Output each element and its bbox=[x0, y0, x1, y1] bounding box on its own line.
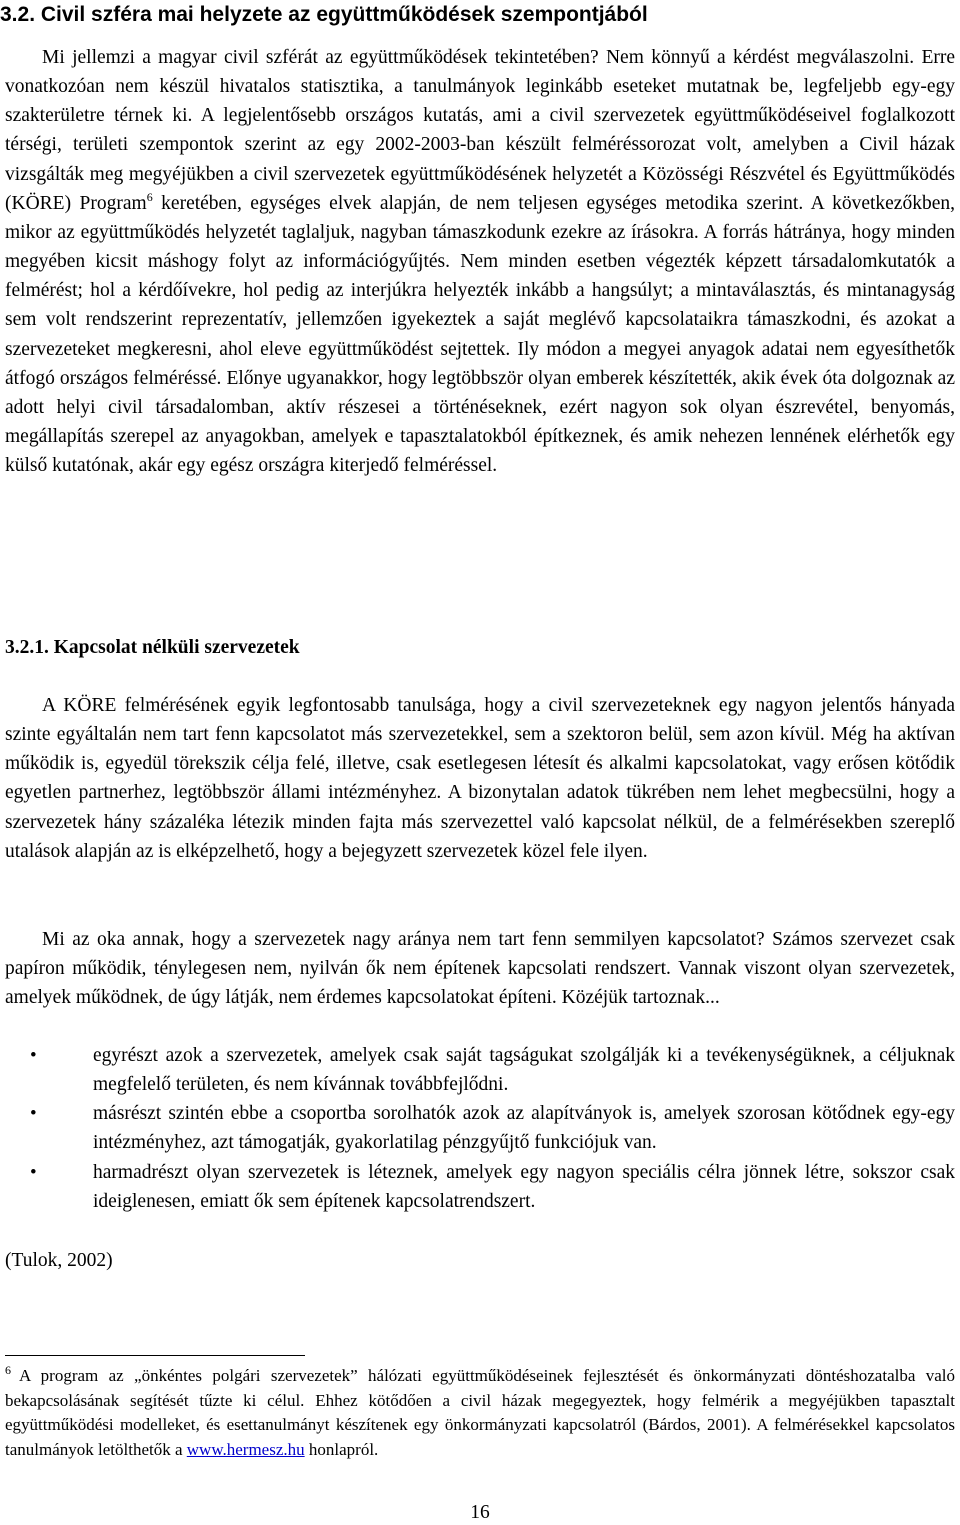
list-item bbox=[0, 1158, 955, 1216]
footnote-reference[interactable]: 6 bbox=[146, 189, 153, 204]
paragraph-intro-text: Mi jellemzi a magyar civil szférát az együttműködések tekintetében? Nem könnyű a kérdést megválaszolni. Erre vonatkozóan nem készül hivatalos statisztika, a tanulmányok leginkább eseteket mutatnak be, legfeljebb egy-egy szakterületre térnek ki. A legjelentősebb országos kutatás, ami a civil szervezetek együttműködéseivel foglalkozott térségi, területi szempontok szerint az egy 2002-2003-ban készült felméréssorozat volt, amelyben a Civil házak vizsgálták meg megyéjükben a civil szervezetek együttműködésének helyzetét a Közösségi Részvétel és Együttműködés (KÖRE) Program bbox=[5, 47, 955, 214]
reasons-list bbox=[0, 1041, 955, 1216]
footnote bbox=[5, 1364, 955, 1462]
footnote-divider bbox=[5, 1355, 305, 1356]
paragraph-reasons: Mi az oka annak, hogy a szervezetek nagy aránya nem tart fenn semmilyen kapcsolatot? Számos szervezet csak papíron működik, ténylegesen nem, nyilván ők nem építenek kapcsolati rendszert. Vannak viszont olyan szervezetek, amelyek működnek, de úgy látják, nem érdemes kapcsolatokat építeni. Közéjük tartoznak... bbox=[5, 929, 955, 1009]
paragraph-intro bbox=[5, 43, 955, 480]
bullet-icon: • bbox=[30, 1161, 37, 1183]
footnote-text-end: honlapról. bbox=[304, 1439, 379, 1459]
hermesz-link[interactable]: www.hermesz.hu bbox=[186, 1439, 305, 1459]
footnote-text: A program az „önkéntes polgári szervezetek” hálózati együttműködéseinek fejlesztését és önkormányzati döntéshozatalba való bekapcsolásának segítését tűzte ki célul. Ehhez kötődően a civil házak megegyeztek, hogy felmérik a megyéjükben tapasztalt együttműködési modelleket, és esettanulmányt készítenek egy önkormányzati kapcsolatról (Bárdos, 2001). A felmérésekkel kapcsolatos tanulmányok letölthetők a bbox=[5, 1366, 955, 1459]
paragraph-intro-text-cont: keretében, egységes elvek alapján, de nem teljesen egységes metodika szerint. A következőkben, mikor az együttműködés helyzetét taglaljuk, nagyban támaszkodunk ezekre az írásokra. A forrás hátránya, hogy minden megyében kicsit máshogy folyt az információgyűjtés. Nem minden esetben végezték képzett társadalomkutatók a felmérést; hol a kérdőívekre, hol pedig az interjúkra helyezték inkább a hangsúlyt; a mintaválasztás, és mintanagyság sem volt rendszerint reprezentatív, jellemzően igyekeztek a saját meglévő kapcsolataikra támaszkodni, és azokat a szervezeteket megkeresni, ahol eleve együttműködést sejtettek. Ily módon a megyei anyagok adatai nem egyesíthetők átfogó országos felméréssé. Előnye ugyanakkor, hogy legtöbbször olyan emberek készítették, akik évek óta dolgoznak az adott helyi civil társadalomban, aktív részesei a történéseknek, ezért nagyon sok olyan észrevétel, benyomás, megállapítás szerepel az anyagokban, amelyek e tapasztalatokból építkeznek, és amik nehezen lennének elérhetők egy külső kutatónak, akár egy egész országra kiterjedő felméréssel. bbox=[5, 192, 955, 477]
list-item-text: egyrészt azok a szervezetek, amelyek csak saját tagságukat szolgálják ki a tevékenységüknek, a céljuknak megfelelő területen, és nem kívánnak továbbfejlődni. bbox=[93, 1045, 955, 1096]
footnote-mark: 6 bbox=[5, 1363, 11, 1377]
list-item bbox=[0, 1099, 955, 1157]
subsection-heading: 3.2.1. Kapcsolat nélküli szervezetek bbox=[5, 637, 300, 658]
bullet-icon: • bbox=[30, 1045, 37, 1066]
citation: (Tulok, 2002) bbox=[5, 1250, 113, 1271]
bullet-icon: • bbox=[30, 1103, 37, 1125]
list-item-text: másrészt szintén ebbe a csoportba sorolhatók azok az alapítványok is, amelyek szorosan kötődnek egy-egy intézményhez, azt támogatják, gyakorlatilag pénzgyűjtő funkciójuk van. bbox=[93, 1103, 955, 1154]
page-number: 16 bbox=[470, 1502, 490, 1523]
paragraph-kore-finding: A KÖRE felmérésének egyik legfontosabb tanulsága, hogy a civil szervezeteknek egy nagyon jelentős hányada szinte egyáltalán nem tart fenn kapcsolatot más szervezetekkel, sem a szektoron belül, sem azon kívül. Még ha aktívan működik is, egyedül törekszik célja felé, illetve, csak esetlegesen létesít és alkalmi kapcsolatokat, vagy erősen kötődik egyetlen partnerhez, legtöbbször állami intézményhez. A bizonytalan adatok tükrében nem lehet megbecsülni, hogy a szervezetek hány százaléka létezik minden fajta más szervezettel való kapcsolat nélkül, de a felmérésekben szereplő utalások alapján az is elképzelhető, hogy a bejegyzett szervezetek közel fele ilyen. bbox=[5, 695, 955, 862]
list-item-text: harmadrészt olyan szervezetek is léteznek, amelyek egy nagyon speciális célra jönnek létre, sokszor csak ideiglenesen, emiatt ők sem építenek kapcsolatrendszert. bbox=[93, 1161, 955, 1212]
list-item bbox=[0, 1041, 955, 1099]
section-heading: 3.2. Civil szféra mai helyzete az együttműködések szempontjából bbox=[0, 3, 648, 26]
